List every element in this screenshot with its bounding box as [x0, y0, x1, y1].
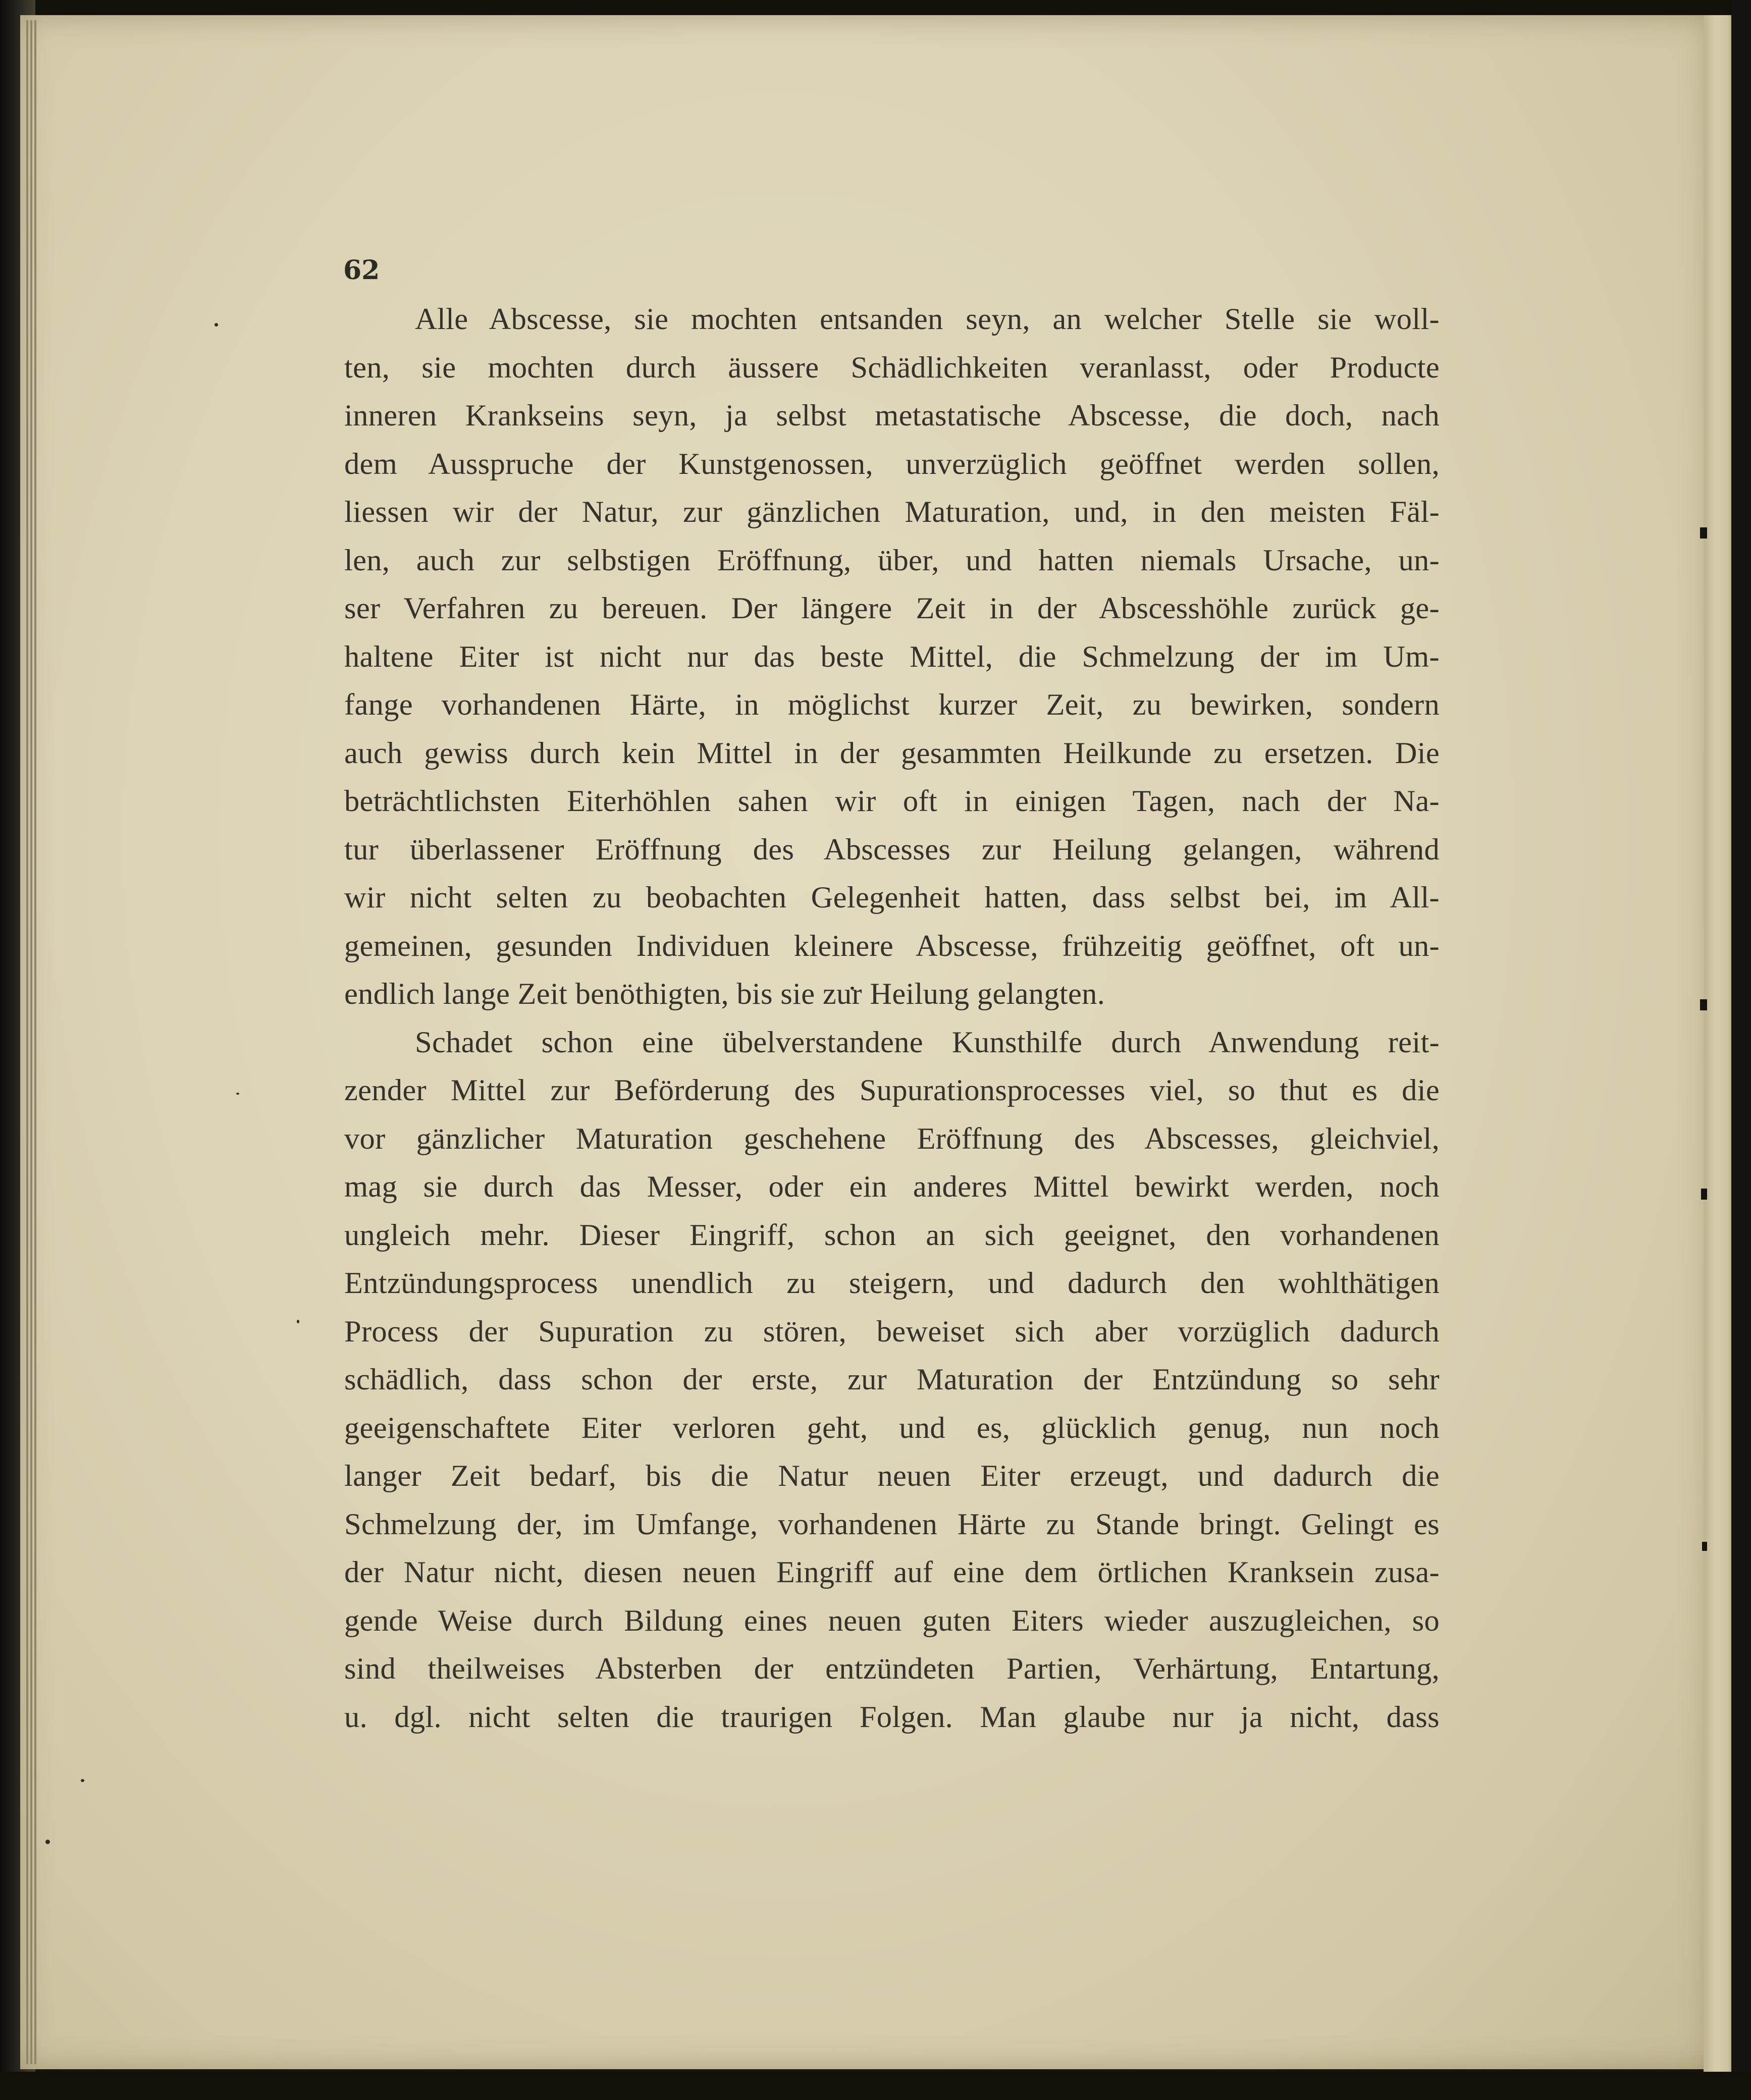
paper-speck: [236, 1093, 239, 1095]
page-number: 62: [343, 255, 380, 286]
page-edge: [30, 20, 32, 2064]
paper-speck: [45, 1840, 50, 1844]
body-text: [344, 295, 1440, 1741]
text-line: haltene Eiter ist nicht nur das beste Mittel, die Schmelzung der im Um-: [344, 639, 1440, 674]
next-leaf-edge: [1704, 15, 1734, 2074]
edge-notch: [1700, 999, 1707, 1010]
text-line: endlich lange Zeit benöthigten, bis sie zur Heilung gelangten.: [344, 977, 1105, 1011]
text-line: Process der Supuration zu stören, beweiset sich aber vorzüglich dadurch: [344, 1314, 1440, 1349]
text-line: geeigenschaftete Eiter verloren geht, und es, glücklich genug, nun noch: [344, 1411, 1440, 1445]
text-line: Entzündungsprocess unendlich zu steigern, und dadurch den wohlthätigen: [344, 1266, 1440, 1300]
text-line: liessen wir der Natur, zur gänzlichen Maturation, und, in den meisten Fäl-: [344, 495, 1440, 529]
page-edge: [26, 20, 28, 2064]
text-line: mag sie durch das Messer, oder ein anderes Mittel bewirkt werden, noch: [344, 1170, 1440, 1204]
scan-border-top: [0, 0, 1751, 14]
text-line: gemeinen, gesunden Individuen kleinere Abscesse, frühzeitig geöffnet, oft un-: [344, 929, 1440, 963]
text-line: langer Zeit bedarf, bis die Natur neuen Eiter erzeugt, und dadurch die: [344, 1459, 1440, 1493]
text-line: sind theilweises Absterben der entzündeten Partien, Verhärtung, Entartung,: [344, 1652, 1440, 1686]
text-line: ungleich mehr. Dieser Eingriff, schon an sich geeignet, den vorhandenen: [344, 1218, 1440, 1252]
text-line: ten, sie mochten durch äussere Schädlichkeiten veranlasst, oder Producte: [344, 350, 1440, 385]
text-line: fange vorhandenen Härte, in möglichst kurzer Zeit, zu bewirken, sondern: [344, 688, 1440, 722]
paragraph: [344, 295, 1440, 1018]
text-line: Alle Abscesse, sie mochten entsanden seyn, an welcher Stelle sie woll-: [415, 302, 1440, 336]
text-line: gende Weise durch Bildung eines neuen guten Eiters wieder auszugleichen, so: [344, 1603, 1440, 1638]
text-line: Schmelzung der, im Umfange, vorhandenen Härte zu Stande bringt. Gelingt es: [344, 1507, 1440, 1541]
text-line: vor gänzlicher Maturation geschehene Eröffnung des Abscesses, gleichviel,: [344, 1121, 1440, 1156]
paper-speck: [81, 1779, 84, 1782]
edge-notch: [1700, 527, 1707, 539]
text-line: zender Mittel zur Beförderung des Supurationsprocesses viel, so thut es die: [344, 1073, 1440, 1107]
text-line: len, auch zur selbstigen Eröffnung, über, und hatten niemals Ursache, un-: [344, 543, 1440, 577]
paper-speck: [297, 1320, 299, 1323]
edge-notch: [1702, 1542, 1707, 1551]
text-line: der Natur nicht, diesen neuen Eingriff auf eine dem örtlichen Kranksein zusa-: [344, 1555, 1440, 1589]
text-line: wir nicht selten zu beobachten Gelegenheit hatten, dass selbst bei, im All-: [344, 881, 1440, 914]
edge-notch: [1701, 1189, 1707, 1200]
text-line: beträchtlichsten Eiterhöhlen sahen wir oft in einigen Tagen, nach der Na-: [344, 784, 1440, 818]
text-line: auch gewiss durch kein Mittel in der gesammten Heilkunde zu ersetzen. Die: [344, 736, 1440, 770]
text-line: Schadet schon eine übelverstandene Kunsthilfe durch Anwendung reit-: [415, 1025, 1440, 1059]
paragraph: [344, 1018, 1440, 1742]
scan-border-right: [1731, 0, 1751, 2100]
page-edge: [34, 20, 36, 2064]
text-line: u. dgl. nicht selten die traurigen Folgen. Man glaube nur ja nicht, dass: [344, 1700, 1440, 1734]
scan-border-bottom: [0, 2072, 1751, 2100]
paper-speck: [215, 323, 218, 327]
text-line: dem Ausspruche der Kunstgenossen, unverzüglich geöffnet werden sollen,: [344, 447, 1440, 481]
text-line: inneren Krankseins seyn, ja selbst metastatische Abscesse, die doch, nach: [344, 399, 1440, 433]
text-line: schädlich, dass schon der erste, zur Maturation der Entzündung so sehr: [344, 1363, 1440, 1396]
text-line: tur überlassener Eröffnung des Abscesses zur Heilung gelangen, während: [344, 832, 1440, 867]
text-line: ser Verfahren zu bereuen. Der längere Zeit in der Abscesshöhle zurück ge-: [344, 591, 1440, 625]
